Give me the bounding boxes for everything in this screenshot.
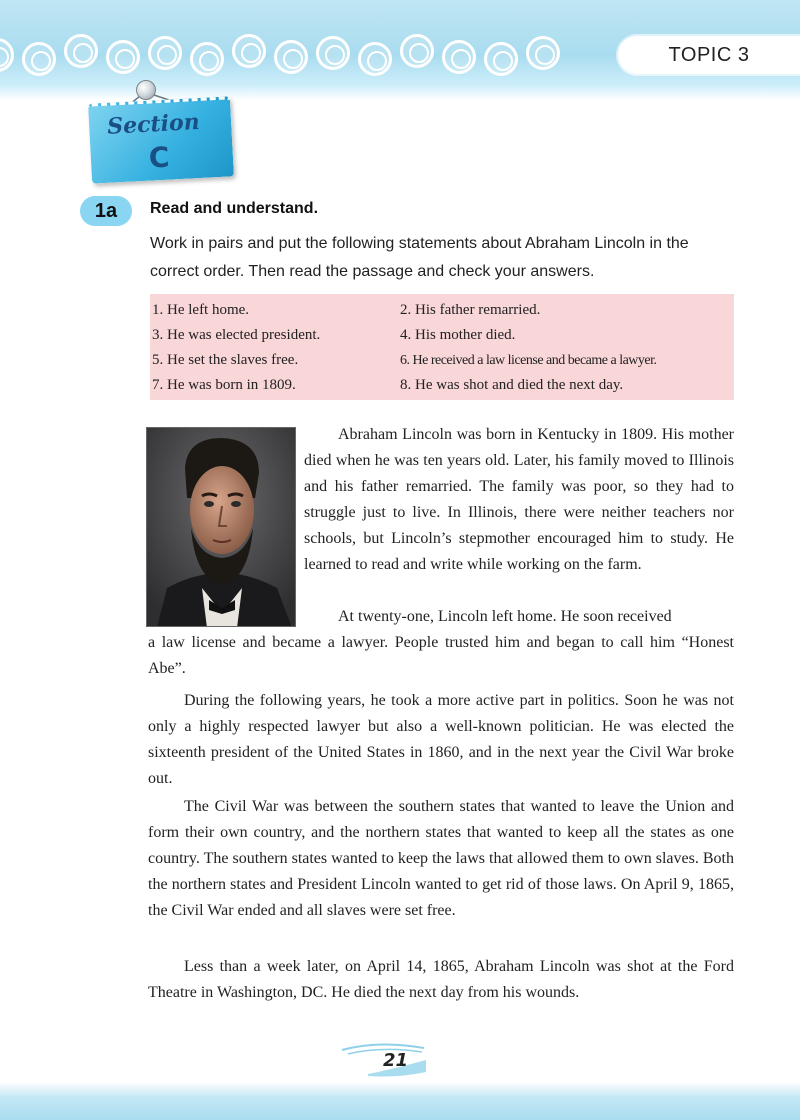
circle-decoration: [148, 36, 182, 70]
statement-item: 3. He was elected president.: [152, 327, 321, 343]
circle-decoration: [0, 38, 14, 72]
circle-decoration: [400, 34, 434, 68]
lincoln-portrait: [146, 427, 296, 627]
task-number-badge: [80, 196, 132, 226]
passage-line: a law license and became a lawyer. People trusted him and began to call him “Honest Abe”.: [148, 634, 734, 677]
circle-decoration: [484, 42, 518, 76]
circle-decoration: [64, 34, 98, 68]
passage-paragraph: [148, 604, 734, 682]
bottom-banner: [0, 1082, 800, 1120]
circle-decoration: [190, 42, 224, 76]
passage-paragraph: Less than a week later, on April 14, 1865, Abraham Lincoln was shot at the Ford Theatre in Washington, DC. He died the next day from his wounds.: [148, 958, 734, 1001]
circle-decoration: [316, 36, 350, 70]
topic-label: TOPIC 3: [668, 43, 750, 66]
statement-item: 4. His mother died.: [400, 327, 516, 343]
statement-item: 7. He was born in 1809.: [152, 377, 296, 393]
section-tag: [88, 96, 234, 183]
task-number: 1a: [94, 199, 118, 222]
circle-decoration: [106, 40, 140, 74]
circle-decoration: [358, 42, 392, 76]
task-instructions: Work in pairs and put the following statements about Abraham Lincoln in the correct order. Then read the passage and check your answers.: [150, 235, 689, 280]
statement-item: 5. He set the slaves free.: [152, 352, 299, 368]
task-title: Read and understand.: [150, 200, 319, 217]
circle-decoration: [232, 34, 266, 68]
portrait-illustration: [147, 428, 296, 627]
circle-decoration: [274, 40, 308, 74]
decorative-circles: [0, 30, 570, 80]
circle-decoration: [442, 40, 476, 74]
statement-item: 8. He was shot and died the next day.: [400, 377, 624, 393]
topic-tab: [618, 36, 800, 74]
section-word: Section: [106, 108, 201, 140]
passage-paragraph: Abraham Lincoln was born in Kentucky in 1809. His mother died when he was ten years old. Later, his family moved to Illinois and his father remarried. The family was poor, so they had to struggle just to live. In Illinois, there were neither teachers nor schools, but Lincoln’s stepmother encouraged him to study. He learned to read and write while working on the farm.: [304, 426, 734, 573]
passage-paragraph: During the following years, he took a more active part in politics. Soon he was not only a highly respected lawyer but also a well-known politician. He was elected the sixteenth president of the United States in 1860, and in the next year the Civil War broke out.: [148, 692, 734, 787]
statements-box: [150, 294, 734, 400]
top-banner: [0, 0, 800, 100]
passage-line: At twenty-one, Lincoln left home. He soon received: [338, 608, 672, 625]
passage-paragraph: The Civil War was between the southern states that wanted to leave the Union and form their own country, and the northern states that wanted to keep all the states as one country. The southern states wanted to keep the laws that allowed them to own slaves. Both the northern states and President Lincoln wanted to get rid of those laws. On April 9, 1865, the Civil War ended and all slaves were set free.: [148, 798, 734, 919]
statement-item: 1. He left home.: [152, 302, 250, 318]
statement-item: 2. His father remarried.: [400, 302, 541, 318]
circle-decoration: [22, 42, 56, 76]
section-letter: C: [148, 140, 171, 175]
page-number: 21: [383, 1050, 409, 1071]
circle-decoration: [526, 36, 560, 70]
statement-item: 6. He received a law license and became a lawyer.: [400, 353, 657, 368]
pin-icon: [136, 80, 156, 100]
